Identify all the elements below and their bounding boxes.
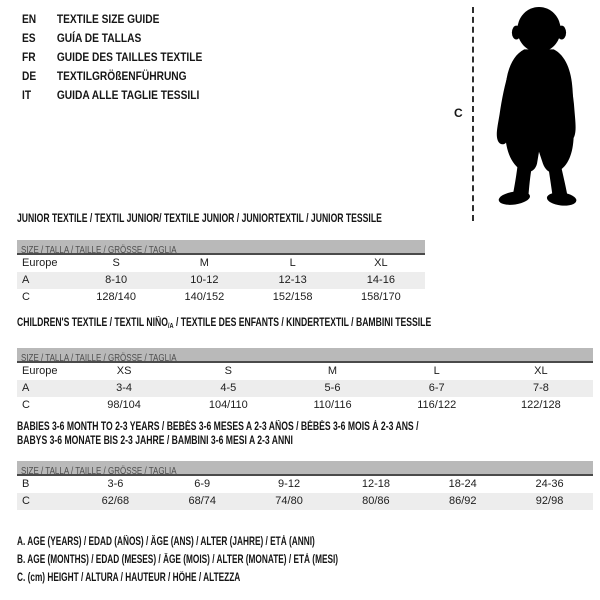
table-cell: 6-9 [194, 478, 211, 490]
size-header-bar [17, 240, 425, 255]
table-cell: 10-12 [190, 274, 219, 286]
table-title [17, 434, 449, 448]
language-row [22, 67, 202, 86]
legend-note-a: A. AGE (YEARS) / EDAD (AÑOS) / ÂGE (ANS) / ALTER (JAHRE) / ETÀ (ANNI) [17, 536, 315, 548]
table-rows [17, 363, 593, 414]
language-title: GUÍA DE TALLAS [56, 31, 142, 45]
row-label: C [22, 495, 30, 507]
row-label: C [22, 399, 30, 411]
height-figure [440, 0, 600, 230]
table-cell: 86/92 [448, 495, 477, 507]
table-cell: 80/86 [362, 495, 390, 507]
table-row [17, 397, 593, 414]
table-row [17, 493, 593, 510]
table-grid [17, 348, 593, 414]
table-title [17, 212, 382, 226]
table-title-block [17, 420, 593, 448]
table-row [17, 255, 425, 272]
table-row [17, 476, 593, 493]
table-cell: 62/68 [101, 495, 130, 507]
table-cell: 116/122 [417, 399, 457, 411]
height-measure-line [472, 7, 474, 221]
language-code: EN [22, 12, 37, 26]
language-row [22, 10, 202, 29]
size-header-text: SIZE / TALLA / TAILLE / GRÖSSE / TAGLIA [21, 245, 177, 256]
table-grid [17, 240, 425, 306]
junior-textile-table [17, 212, 425, 306]
table-row [17, 363, 593, 380]
table-cell: 122/128 [521, 399, 561, 411]
language-title: GUIDE DES TAILLES TEXTILE [56, 50, 203, 64]
language-list [22, 10, 234, 105]
table-cell: 104/110 [208, 399, 248, 411]
table-title [17, 420, 449, 434]
size-header-bar [17, 348, 593, 363]
table-cell: S [112, 257, 120, 269]
table-cell: 9-12 [278, 478, 301, 490]
language-row [22, 29, 202, 48]
language-code: IT [22, 88, 32, 102]
table-cell: L [289, 257, 296, 269]
table-cell: S [224, 365, 232, 377]
table-cell: 8-10 [105, 274, 128, 286]
table-cell: 4-5 [220, 382, 237, 394]
table-cell: 152/158 [272, 291, 313, 303]
table-cell: 128/140 [96, 291, 136, 303]
language-code: DE [22, 69, 37, 83]
table-title-text: BABIES 3-6 MONTH TO 2-3 YEARS / BEBÉS 3-6 MESES A 2-3 AÑOS / BÉBÉS 3-6 MOIS À 2-3 ANS / [17, 421, 419, 433]
legend-notes [17, 533, 463, 587]
table-title-block [17, 316, 593, 333]
row-label: B [22, 478, 30, 490]
toddler-silhouette-icon [480, 4, 596, 206]
language-title: TEXTILE SIZE GUIDE [56, 12, 160, 26]
table-title-subscript: /A [167, 321, 174, 330]
table-title-text: BABYS 3-6 MONATE BIS 2-3 JAHRE / BAMBINI 3-6 MESI A 2-3 ANNI [17, 435, 293, 447]
language-row [22, 86, 202, 105]
language-row [22, 48, 202, 67]
legend-note-b: B. AGE (MONTHS) / EDAD (MESES) / ÂGE (MOIS) / ALTER (MONATE) / ETÀ (MESI) [17, 554, 339, 566]
table-cell: 18-24 [448, 478, 477, 490]
table-cell: 98/104 [107, 399, 141, 411]
table-cell: 14-16 [366, 274, 395, 286]
size-header-text: SIZE / TALLA / TAILLE / GRÖSSE / TAGLIA [21, 353, 177, 364]
table-grid [17, 461, 593, 510]
table-cell: XS [116, 365, 132, 377]
table-cell: 110/116 [313, 399, 352, 411]
table-row [17, 272, 425, 289]
language-title: GUIDA ALLE TAGLIE TESSILI [56, 88, 200, 102]
language-code: ES [22, 31, 36, 45]
table-rows [17, 255, 425, 306]
table-cell: XL [374, 257, 388, 269]
table-title [17, 316, 449, 333]
table-cell: M [327, 365, 338, 377]
table-title-text: / TEXTILE DES ENFANTS / KINDERTEXTIL / BAMBINI TESSILE [173, 317, 432, 329]
row-label: C [22, 291, 30, 303]
size-header-text: SIZE / TALLA / TAILLE / GRÖSSE / TAGLIA [21, 466, 177, 477]
row-label: Europe [22, 257, 58, 269]
table-cell: 12-13 [278, 274, 307, 286]
row-label: Europe [22, 365, 58, 377]
table-cell: 92/98 [535, 495, 564, 507]
table-row [17, 380, 593, 397]
legend-note-c: C. (cm) HEIGHT / ALTURA / HAUTEUR / HÖHE / ALTEZZA [17, 572, 241, 584]
row-label: A [22, 274, 30, 286]
language-code: FR [22, 50, 36, 64]
table-cell: 140/152 [184, 291, 225, 303]
table-title-text: CHILDREN'S TEXTILE / TEXTIL NIÑO [17, 317, 168, 329]
table-cell: L [433, 365, 440, 377]
size-header-bar [17, 461, 593, 476]
table-cell: 24-36 [535, 478, 564, 490]
table-cell: 5-6 [324, 382, 341, 394]
row-label: A [22, 382, 30, 394]
table-cell: 7-8 [532, 382, 549, 394]
table-title-text: JUNIOR TEXTILE / TEXTIL JUNIOR/ TEXTILE JUNIOR / JUNIORTEXTIL / JUNIOR TESSILE [17, 213, 382, 225]
table-row [17, 289, 425, 306]
table-cell: XL [534, 365, 548, 377]
table-cell: M [199, 257, 209, 269]
table-cell: 68/74 [188, 495, 216, 507]
table-cell: 3-4 [116, 382, 133, 394]
table-cell: 158/170 [360, 291, 401, 303]
table-cell: 74/80 [275, 495, 303, 507]
children-textile-table [17, 316, 593, 414]
table-cell: 6-7 [428, 382, 445, 394]
height-label: C [454, 106, 463, 120]
table-title-block [17, 212, 425, 226]
table-cell: 3-6 [107, 478, 124, 490]
table-cell: 12-18 [361, 478, 390, 490]
language-title: TEXTILGRÖßENFÜHRUNG [56, 69, 187, 83]
babies-textile-table [17, 420, 593, 510]
table-rows [17, 476, 593, 510]
